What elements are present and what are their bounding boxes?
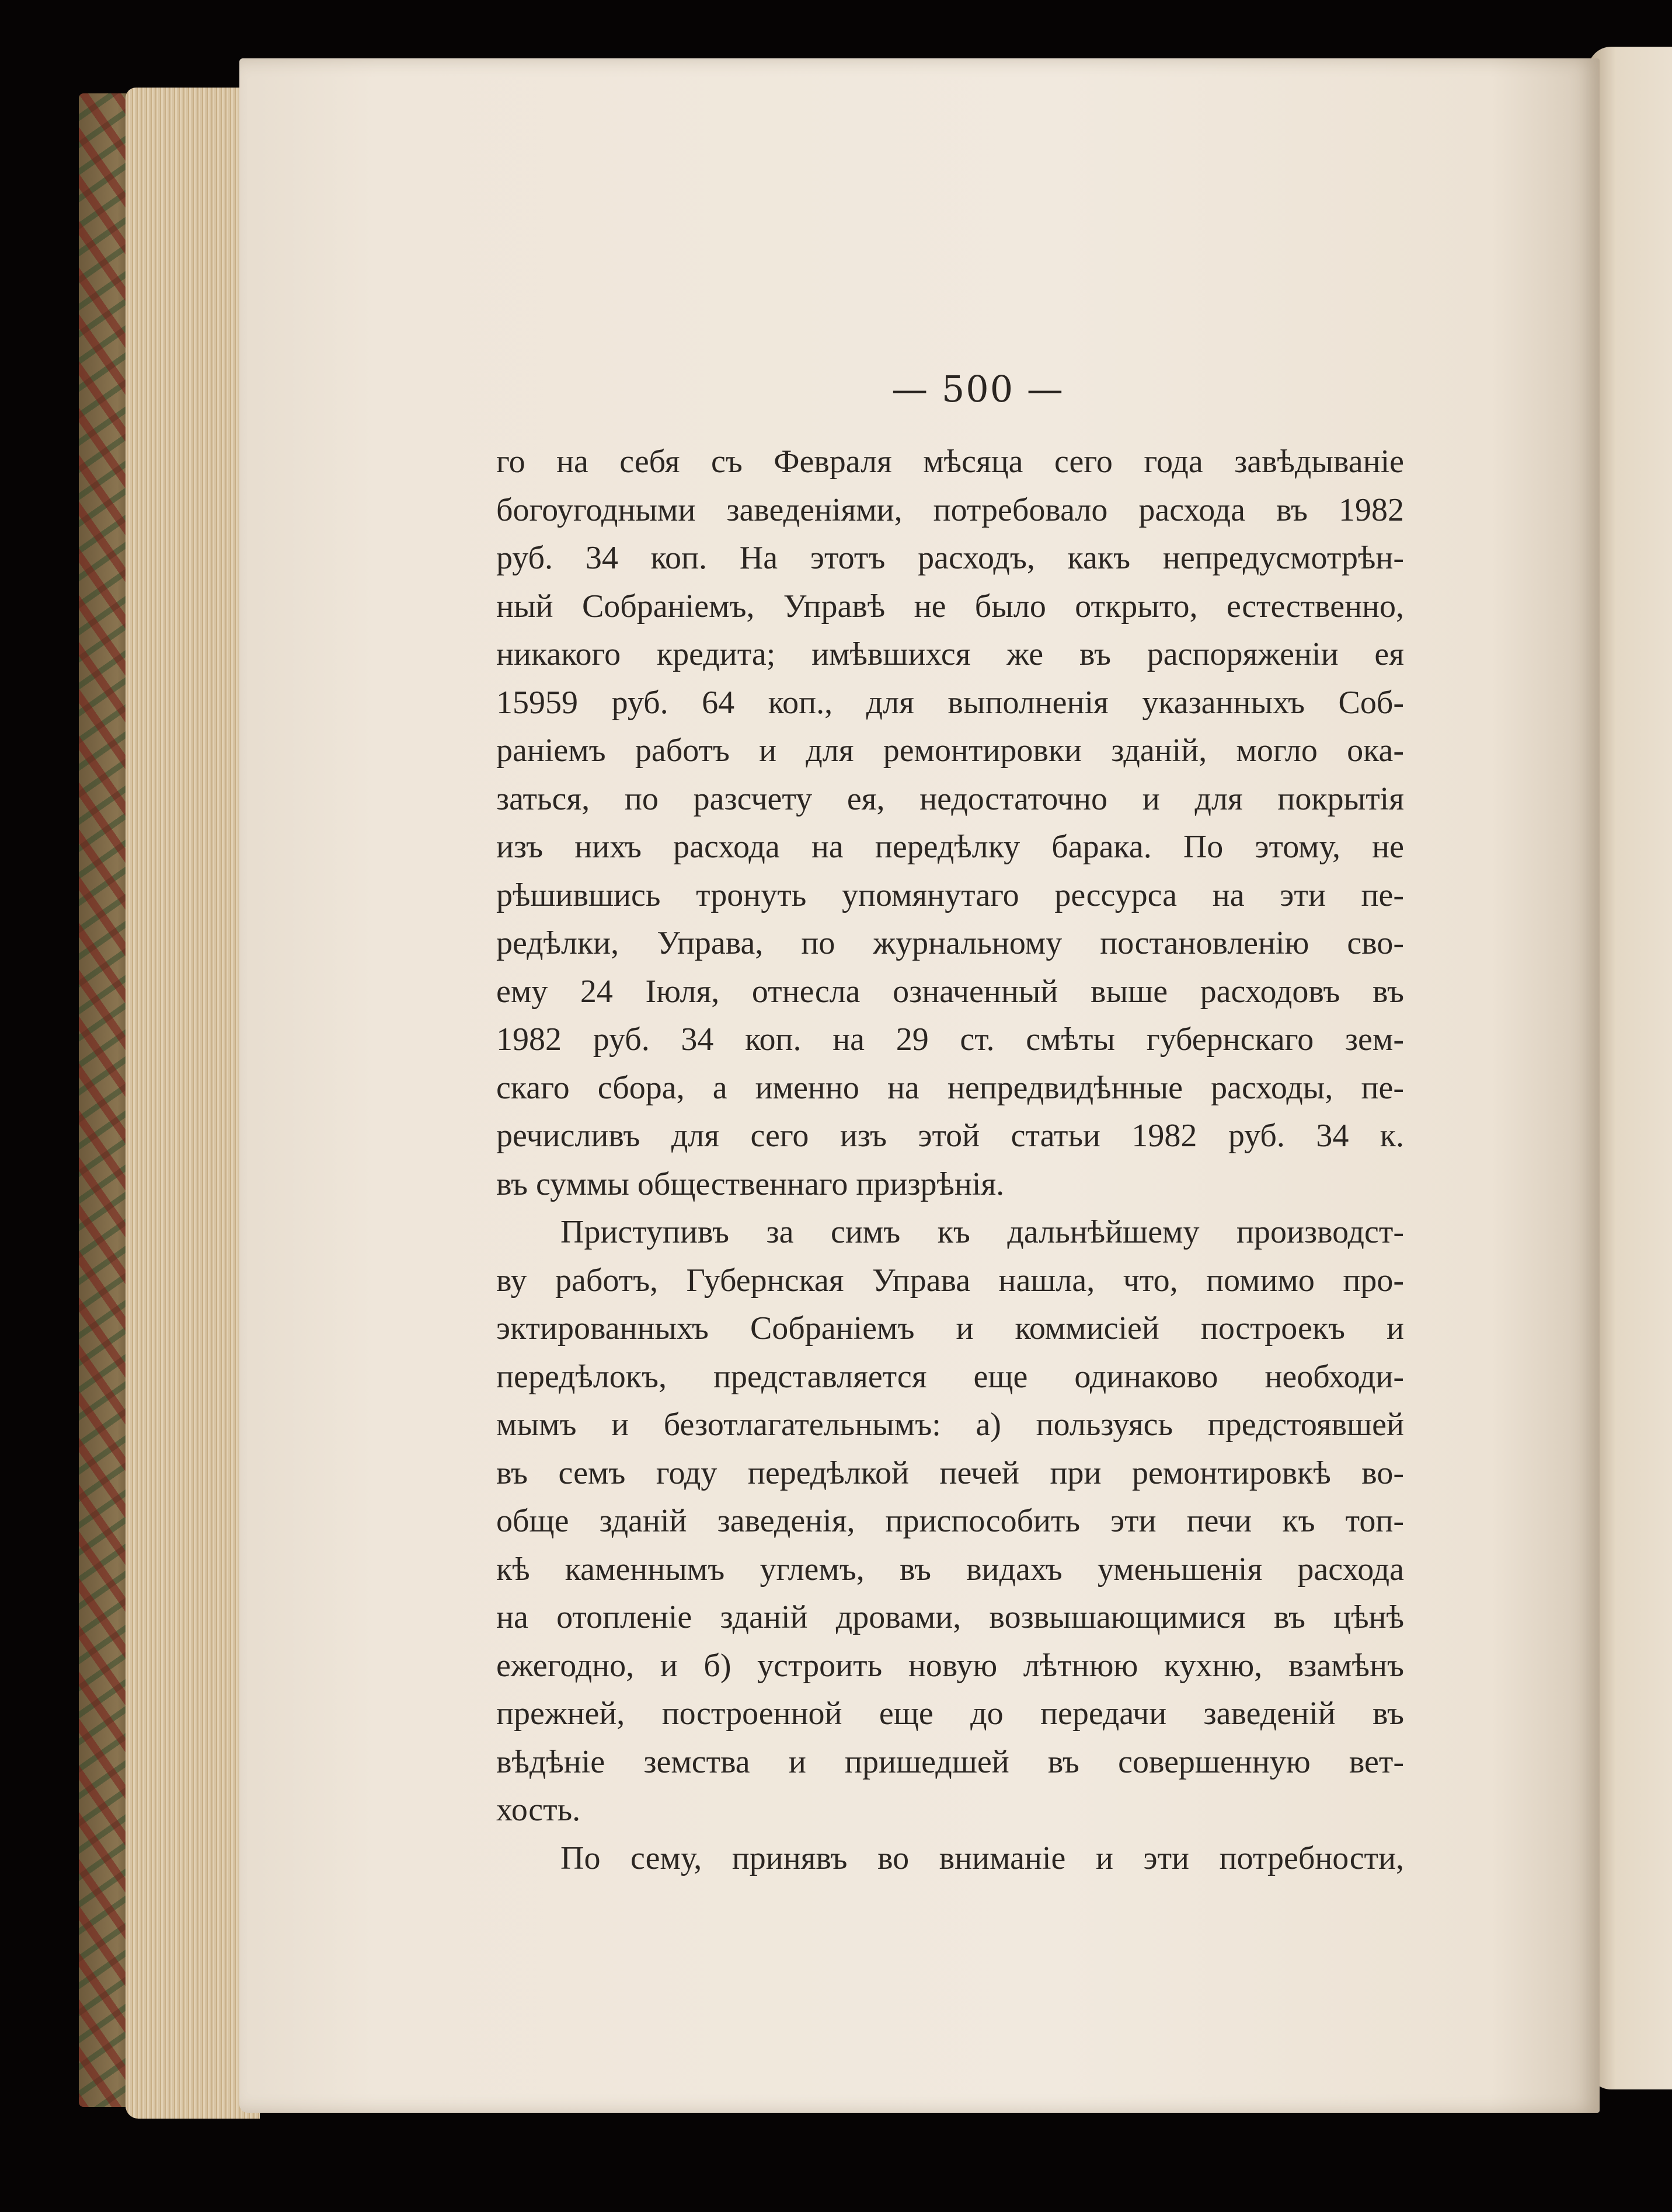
text-line: передѣлокъ, представляется еще одинаково необходи-: [496, 1358, 1404, 1395]
text-line: го на себя съ Февраля мѣсяца сего года завѣдываніе: [496, 444, 1404, 480]
text-line: редѣлки, Управа, по журнальному постановленію сво-: [496, 925, 1404, 961]
text-line: эктированныхъ Собраніемъ и коммисіей построекъ и: [496, 1310, 1404, 1346]
text-line: мымъ и безотлагательнымъ: а) пользуясь предстоявшей: [496, 1407, 1404, 1443]
text-line: въ семъ году передѣлкой печей при ремонтировкѣ во-: [496, 1454, 1404, 1491]
text-line: изъ нихъ расхода на передѣлку барака. По этому, не: [496, 829, 1404, 865]
text-line: руб. 34 коп. На этотъ расходъ, какъ непредусмотрѣн-: [496, 540, 1404, 576]
page-text: [496, 438, 1404, 1882]
text-line: Приступивъ за симъ къ дальнѣйшему производст-: [560, 1214, 1404, 1250]
text-line: ный Собраніемъ, Управѣ не было открыто, естественно,: [496, 588, 1404, 624]
text-line: прежней, построенной еще до передачи заведеній въ: [496, 1695, 1404, 1732]
text-line: 1982 руб. 34 коп. на 29 ст. смѣты губернскаго зем-: [496, 1021, 1404, 1058]
text-line: заться, по разсчету ея, недостаточно и для покрытія: [496, 780, 1404, 817]
text-line: на отопленіе зданій дровами, возвышающимися въ цѣнѣ: [496, 1599, 1404, 1635]
facing-page-edge: [1588, 47, 1672, 2089]
text-line: ему 24 Іюля, отнесла означенный выше расходовъ въ: [496, 973, 1404, 1010]
text-line: обще зданій заведенія, приспособить эти печи къ топ-: [496, 1503, 1404, 1539]
text-line: хость.: [496, 1792, 581, 1828]
text-line: раніемъ работъ и для ремонтировки зданій, могло ока-: [496, 732, 1404, 769]
text-line: вѣдѣніе земства и пришедшей въ совершенную вет-: [496, 1743, 1404, 1780]
text-line: въ суммы общественнаго призрѣнія.: [496, 1166, 1005, 1202]
book-page: [239, 58, 1600, 2113]
text-line: рѣшившись тронуть упомянутаго рессурса на эти пе-: [496, 877, 1404, 913]
page-number: — 500 —: [891, 368, 1064, 410]
text-line: скаго сбора, а именно на непредвидѣнные расходы, пе-: [496, 1069, 1404, 1106]
text-line: никакого кредита; имѣвшихся же въ распоряженіи ея: [496, 636, 1404, 672]
text-line: речисливъ для сего изъ этой статьи 1982 руб. 34 к.: [496, 1118, 1404, 1154]
text-line: кѣ каменнымъ углемъ, въ видахъ уменьшенія расхода: [496, 1551, 1404, 1588]
text-line: По сему, принявъ во вниманіе и эти потребности,: [560, 1840, 1404, 1876]
text-line: ву работъ, Губернская Управа нашла, что, помимо про-: [496, 1262, 1404, 1299]
text-line: ежегодно, и б) устроить новую лѣтнюю кухню, взамѣнъ: [496, 1647, 1404, 1684]
text-line: 15959 руб. 64 коп., для выполненія указанныхъ Соб-: [496, 684, 1404, 721]
text-line: богоугодными заведеніями, потребовало расхода въ 1982: [496, 491, 1404, 528]
